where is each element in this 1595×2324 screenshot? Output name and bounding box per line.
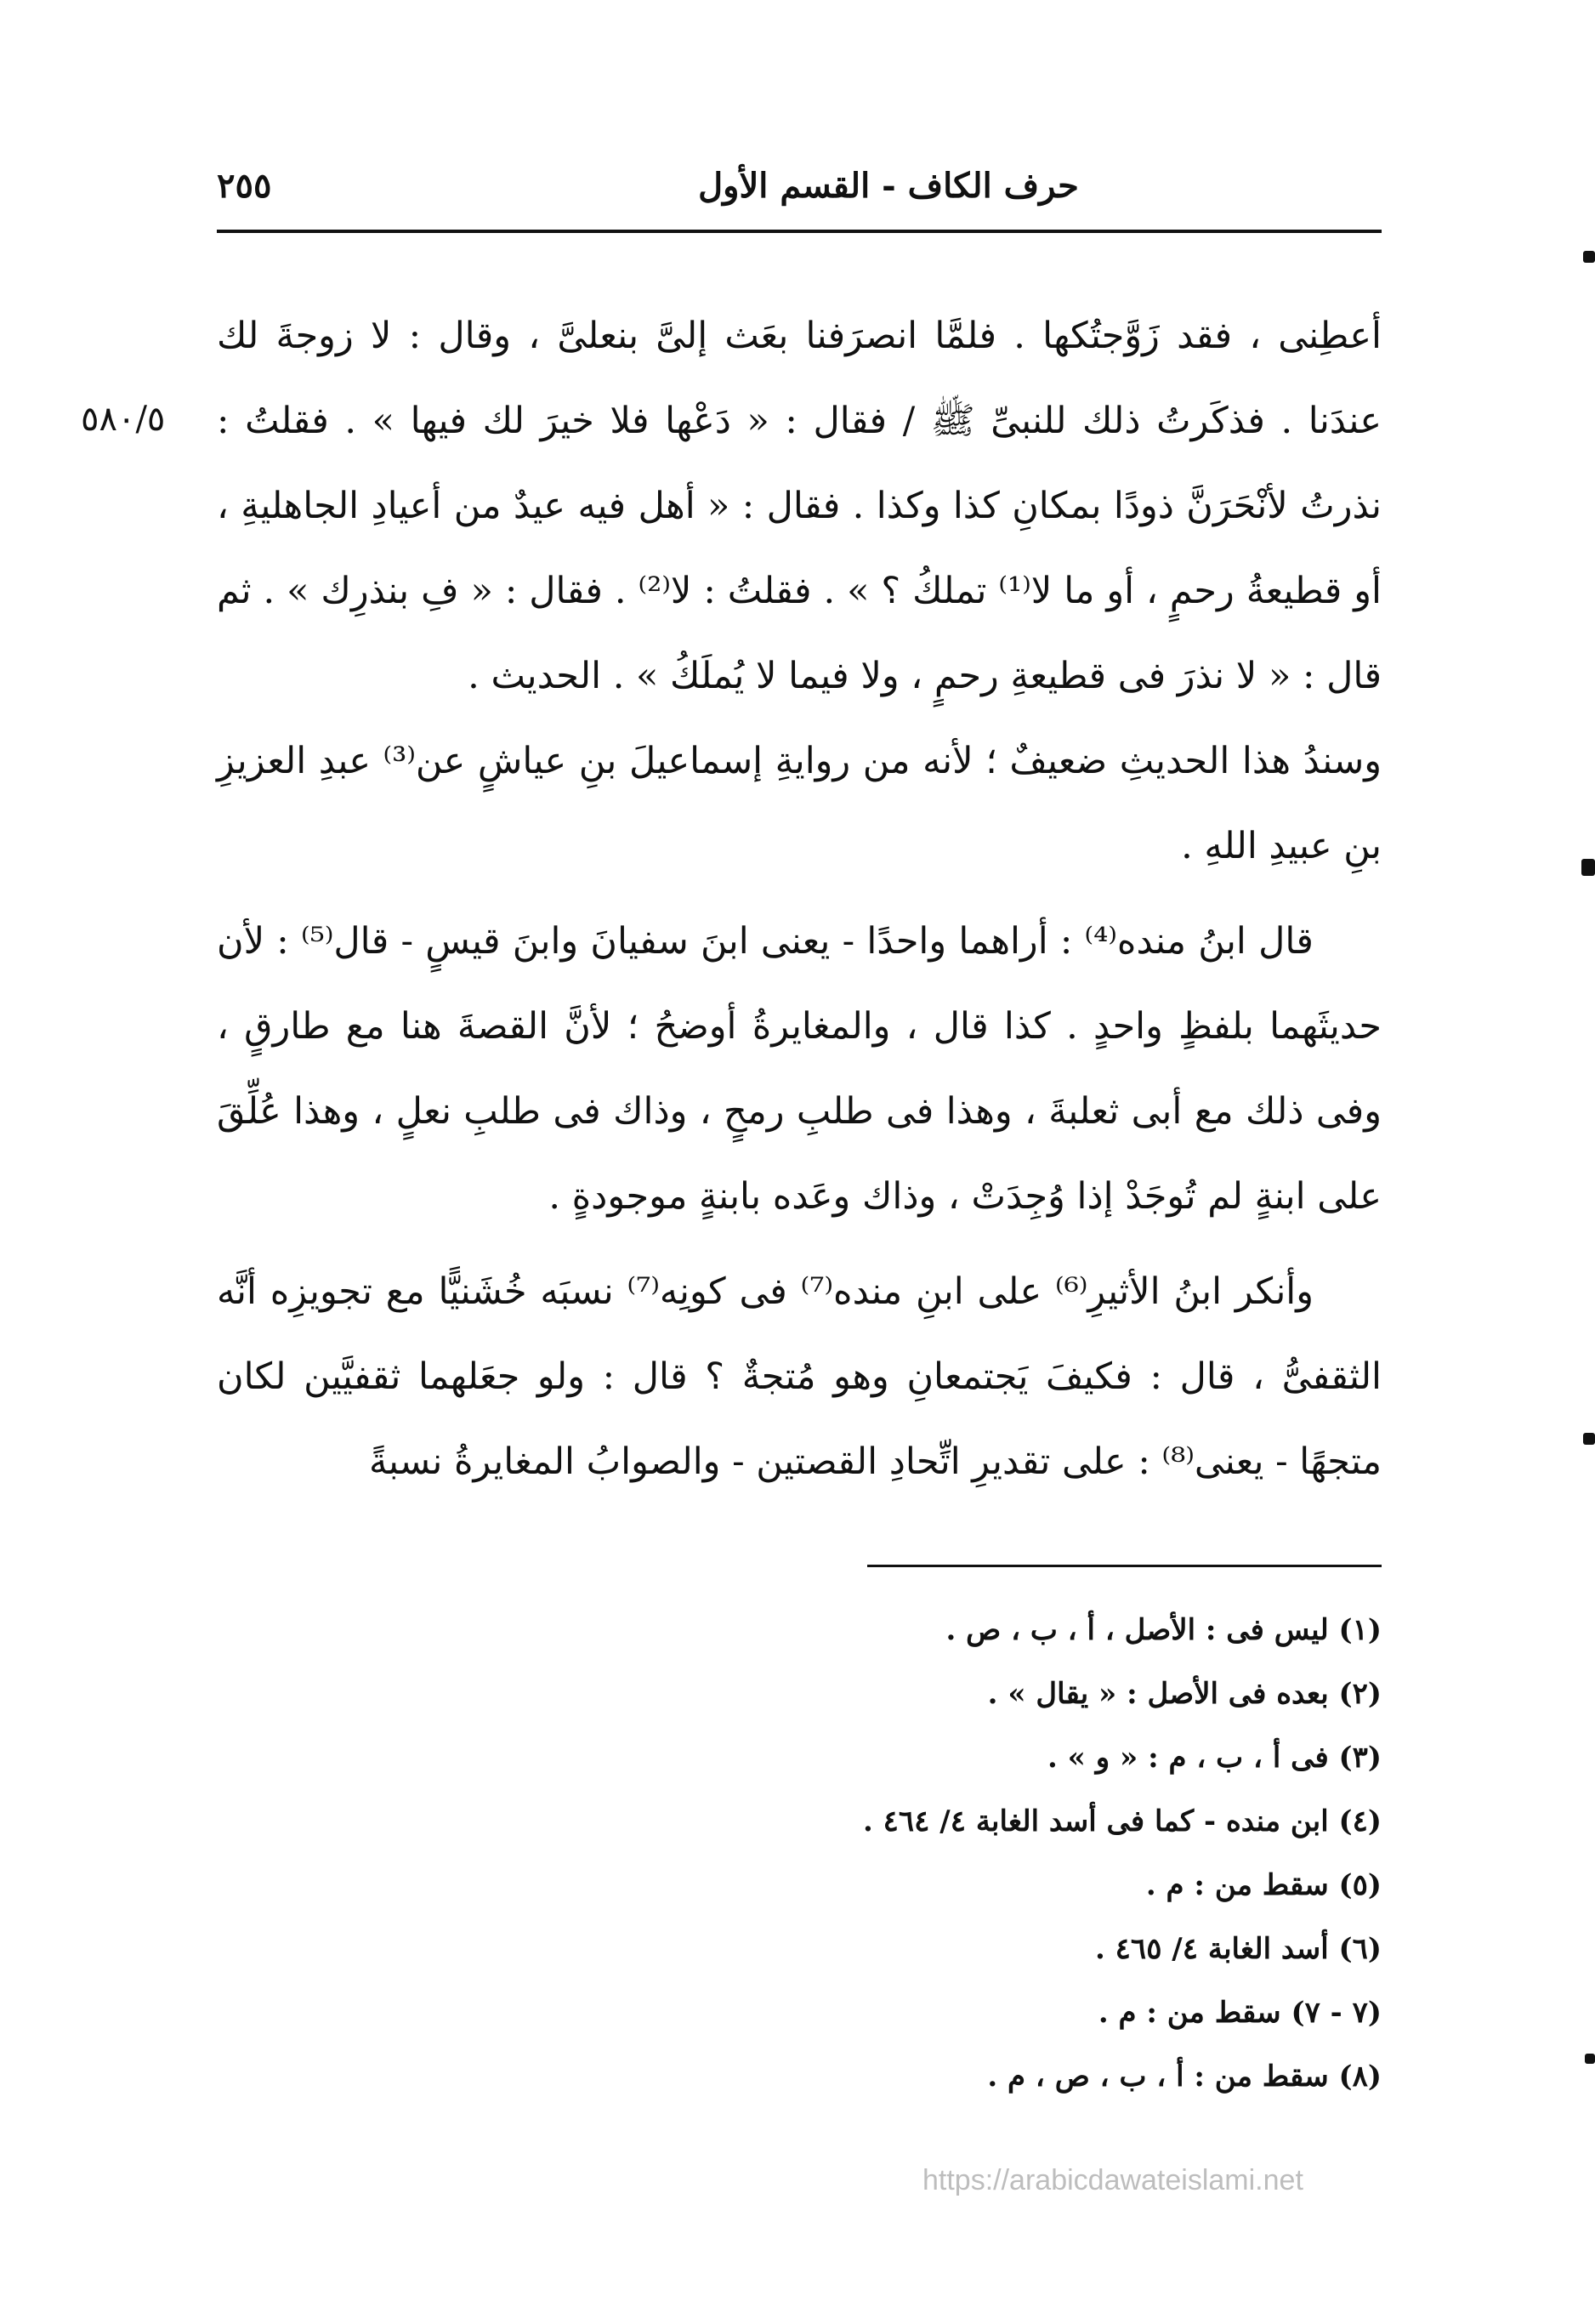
footnote: (١) ليس فى : الأصل ، أ ، ب ، ص . (945, 1613, 1382, 1647)
footnote: (٦) أسد الغابة ٤/ ٤٦٥ . (1094, 1932, 1382, 1966)
footnote: (٥) سقط من : م . (1145, 1868, 1382, 1902)
footnotes (595, 1599, 1382, 2109)
paragraph: وأنكر ابنُ الأثيرِ⁽⁶⁾ على ابنِ منده⁽⁷⁾ فى كونِه⁽⁷⁾ نسبَه خُشَنيًّا مع تجويزِه أنَّه الثقفىُّ ، قال : فكيفَ يَجتمعانِ وهو مُتجةٌ ؟ قال : ولو جعَلهما ثقفيَّين لكان متجهًا - يعنى⁽⁸⁾ : على تقديرِ اتِّحادِ القصتين - والصوابُ المغايرةُ نسبةً (217, 1270, 1382, 1483)
running-title: حرف الكاف - القسم الأول (698, 166, 1079, 206)
header-divider (217, 230, 1382, 233)
scan-edge-mark (1585, 2054, 1595, 2064)
footnote-divider (867, 1565, 1382, 1567)
scan-edge-mark (1583, 251, 1595, 263)
watermark: https://arabicdawateislami.net (922, 2164, 1303, 2196)
main-text (217, 293, 1382, 1504)
footnote: (٤) ابن منده - كما فى أسد الغابة ٤/ ٤٦٤ . (862, 1804, 1382, 1838)
page-header (217, 166, 1382, 217)
footnote: (٢) بعده فى الأصل : « يقال » . (987, 1677, 1382, 1711)
page-number: ٢٥٥ (217, 166, 272, 206)
paragraph: وسندُ هذا الحديثِ ضعيفٌ ؛ لأنه من روايةِ إسماعيلَ بنِ عياشٍ عن⁽³⁾ عبدِ العزيزِ بنِ عبيدِ اللهِ . (217, 740, 1382, 867)
footnote: (٨) سقط من : أ ، ب ، ص ، م . (987, 2060, 1382, 2094)
footnote: (٧ - ٧) سقط من : م . (1098, 1996, 1382, 2030)
paragraph: قال ابنُ منده⁽⁴⁾ : أراهما واحدًا - يعنى ابنَ سفيانَ وابنَ قيسٍ - قال⁽⁵⁾ : لأن حديثَهما بلفظٍ واحدٍ . كذا قال ، والمغايرةُ أوضحُ ؛ لأنَّ القصةَ هنا مع طارقٍ ، وفى ذلك مع أبى ثعلبةَ ، وهذا فى طلبِ رمحٍ ، وذاك فى طلبِ نعلٍ ، وهذا عُلِّقَ على ابنةٍ لم تُوجَدْ إذا وُجِدَتْ ، وذاك وعَده بابنةٍ موجودةٍ . (217, 920, 1382, 1218)
paragraph: أعطِنى ، فقد زَوَّجتُكها . فلمَّا انصرَفنا بعَث إلىَّ بنعلىَّ ، وقال : لا زوجةَ لك عندَنا . فذكَرتُ ذلك للنبىِّ ﷺ / فقال : « دَعْها فلا خيرَ لك فيها » . فقلتُ : نذرتُ لأنْحَرَنَّ ذودًا بمكانِ كذا وكذا . فقال : « أهل فيه عيدٌ من أعيادِ الجاهليةِ ، أو قطيعةُ رحمٍ ، أو ما لا⁽¹⁾ تملكُ ؟ » . فقلتُ : لا⁽²⁾ . فقال : « فِ بنذرِك » . ثم قال : « لا نذرَ فى قطيعةِ رحمٍ ، ولا فيما لا يُملَكُ » . الحديث . (217, 315, 1382, 697)
scan-edge-mark (1581, 859, 1595, 876)
footnote: (٣) فى أ ، ب ، م : « و » . (1047, 1741, 1382, 1775)
scan-edge-mark (1583, 1433, 1595, 1445)
margin-reference: ٥٨٠/٥ (81, 400, 166, 439)
